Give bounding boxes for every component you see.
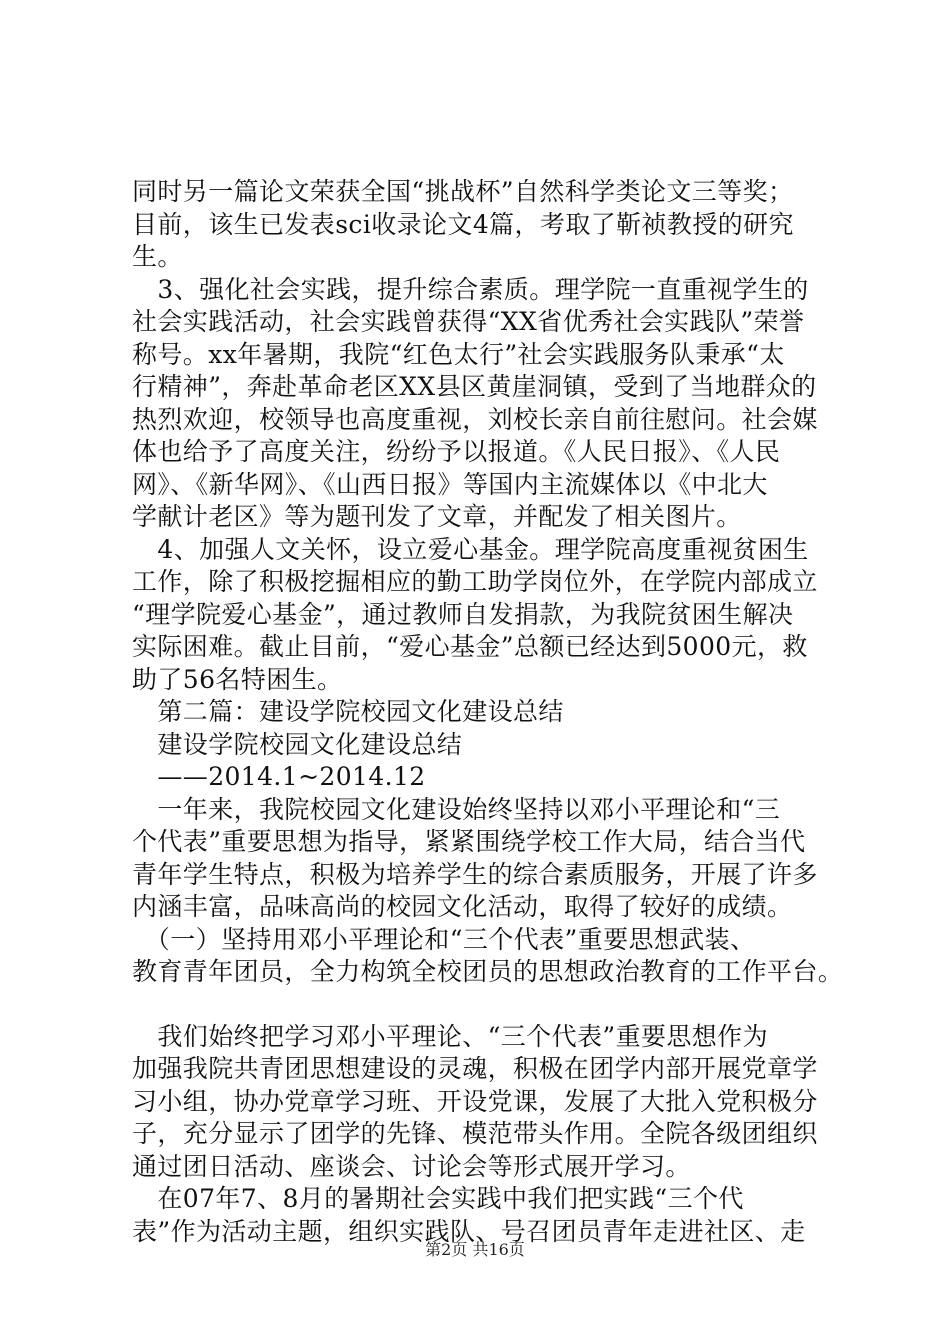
text-line: 行精神”，奔赴革命老区XX县区黄崖洞镇，受到了当地群众的 (132, 372, 817, 401)
text-line: 3、强化社会实践，提升综合素质。理学院一直重视学生的 (132, 274, 809, 304)
text-line: 热烈欢迎，校领导也高度重视，刘校长亲自前往慰问。社会媒 (132, 404, 818, 434)
text-line: 生。 (132, 242, 183, 271)
text-line: 同时另一篇论文荣获全国“挑战杯”自然科学类论文三等奖； (132, 177, 794, 206)
date-range: ——2014.1~2014.12 (132, 762, 426, 791)
text-line: 在07年7、8月的暑期社会实践中我们把实践“三个代 (132, 1184, 744, 1213)
subsection-heading: （一）坚持用邓小平理论和“三个代表”重要思想武装、 (132, 924, 756, 954)
subsection-heading: 教育青年团员，全力构筑全校团员的思想政治教育的工作平台。 (132, 957, 844, 986)
text-line: 一年来，我院校园文化建设始终坚持以邓小平理论和“三 (132, 794, 781, 824)
text-line: 习小组，协办党章学习班、开设党课，发展了大批入党积极分 (132, 1086, 818, 1116)
text-line: 目前，该生已发表sci收录论文4篇，考取了靳祯教授的研究 (132, 209, 794, 239)
page-number-footer: 第2页 共16页 (425, 1240, 525, 1259)
document-body (132, 176, 844, 1248)
text-line: 称号。xx年暑期，我院“红色太行”社会实践服务队秉承“太 (132, 339, 785, 369)
text-line: 工作，除了积极挖掘相应的勤工助学岗位外，在学院内部成立 (132, 567, 818, 596)
text-line: 社会实践活动，社会实践曾获得“XX省优秀社会实践队”荣誉 (132, 307, 805, 336)
text-line: 表”作为活动主题，组织实践队、号召团员青年走进社区、走 (132, 1216, 806, 1246)
text-line: 加强我院共青团思想建设的灵魂，积极在团学内部开展党章学 (132, 1054, 818, 1083)
blank-line (132, 989, 844, 1021)
text-line: 青年学生特点，积极为培养学生的综合素质服务，开展了许多 (132, 859, 818, 889)
text-line: 我们始终把学习邓小平理论、“三个代表”重要思想作为 (132, 1021, 768, 1051)
text-line: 个代表”重要思想为指导，紧紧围绕学校工作大局，结合当代 (132, 827, 806, 856)
text-line: 助了56名特困生。 (132, 664, 343, 694)
text-line: 子，充分显示了团学的先锋、模范带头作用。全院各级团组织 (132, 1119, 818, 1148)
text-line: 内涵丰富，品味高尚的校园文化活动，取得了较好的成绩。 (132, 892, 793, 921)
text-line: 实际困难。截止目前，“爱心基金”总额已经达到5000元，救 (132, 632, 808, 661)
text-line: 4、加强人文关怀，设立爱心基金。理学院高度重视贫困生 (132, 534, 809, 564)
text-line: 学献计老区》等为题刊发了文章，并配发了相关图片。 (132, 502, 742, 531)
text-line: 通过团日活动、座谈会、讨论会等形式展开学习。 (132, 1151, 691, 1181)
section-heading: 第二篇：建设学院校园文化建设总结 (132, 697, 564, 726)
text-line: 网》、《新华网》、《山西日报》等国内主流媒体以《中北大 (132, 469, 768, 499)
text-line: “理学院爱心基金”，通过教师自发捐款，为我院贫困生解决 (132, 599, 794, 629)
document-title: 建设学院校园文化建设总结 (132, 729, 463, 759)
text-line: 体也给予了高度关注，纷纷予以报道。《人民日报》、《人民 (132, 437, 781, 466)
